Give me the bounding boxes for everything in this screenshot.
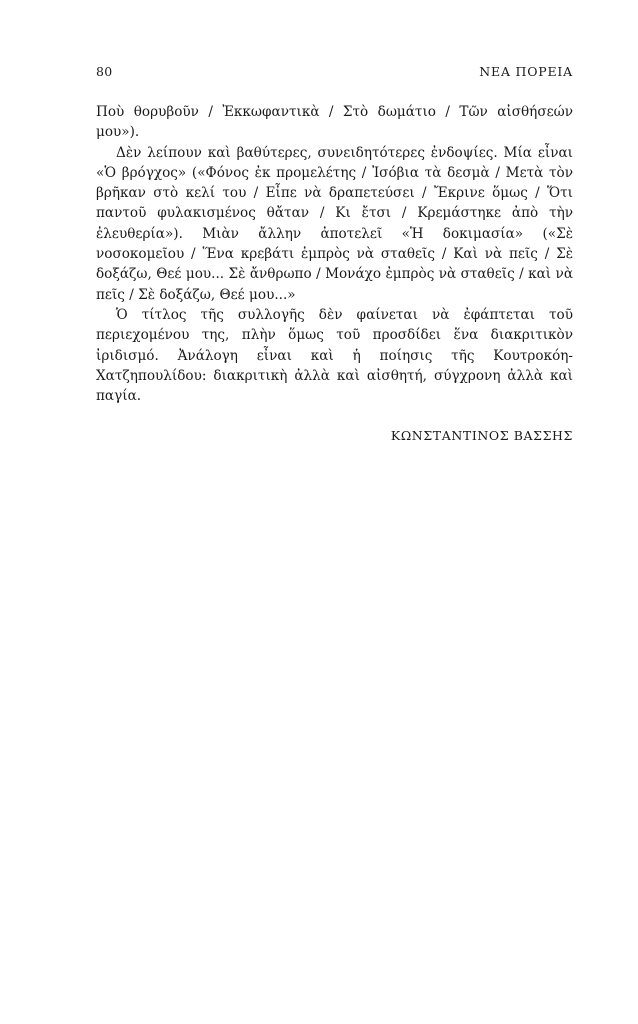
paragraph: Δὲν λείπουν καὶ βαθύτερες, συνειδητότερες ἐνδοψίες. Μία εἶναι «Ὁ βρόγχος» («Φόνος ἐκ προμελέτης / Ἰσόβια τὰ δεσμὰ / Μετὰ τὸν βρῆκαν στὸ κελί του / Εἶπε νὰ δραπετεύσει / Ἔκρινε ὅμως / Ὅτι παντοῦ φυλακισμένος θἄταν / Κι ἔτσι / Κρεμάστηκε ἀπὸ τὴν ἐλευθερία»). Μιὰν ἄλλην ἀποτελεῖ «Ἡ δοκιμασία» («Σὲ νοσοκομεῖου / Ἕνα κρεβάτι ἐμπρὸς νὰ σταθεῖς / Καὶ νὰ πεῖς / Σὲ δοξάζω, Θεέ μου... Σὲ ἄνθρωπο / Μονάχο ἐμπρὸς νὰ σταθεῖς / καὶ νὰ πεῖς / Σὲ δοξάζω, Θεέ μου...» [96,144,573,303]
page-number: 80 [96,64,113,79]
author-signature: ΚΩΝΣΤΑΝΤΙΝΟΣ ΒΑΣΣΗΣ [390,428,573,444]
article-body [96,102,573,406]
journal-title: ΝΕΑ ΠΟΡΕΙΑ [479,64,573,79]
paragraph-continuation: Ποὺ θορυβοῦν / Ἐκκωφαντικὰ / Στὸ δωμάτιο / Τῶν αἰσθήσεών μου»). [96,104,573,141]
page [96,64,573,443]
paragraph: Ὁ τίτλος τῆς συλλογῆς δὲν φαίνεται νὰ ἐφάπτεται τοῦ περιεχομένου της, πλὴν ὅμως τοῦ προσδίδει ἕνα διακριτικὸν ἰριδισμό. Ἀνάλογη εἶναι καὶ ἡ ποίησις τῆς Κουτροκόη-Χατζηπουλίδου: διακριτικὴ ἀλλὰ καὶ αἰσθητή, σύγχρονη ἀλλὰ καὶ παγία. [96,306,573,405]
running-head [96,64,573,84]
